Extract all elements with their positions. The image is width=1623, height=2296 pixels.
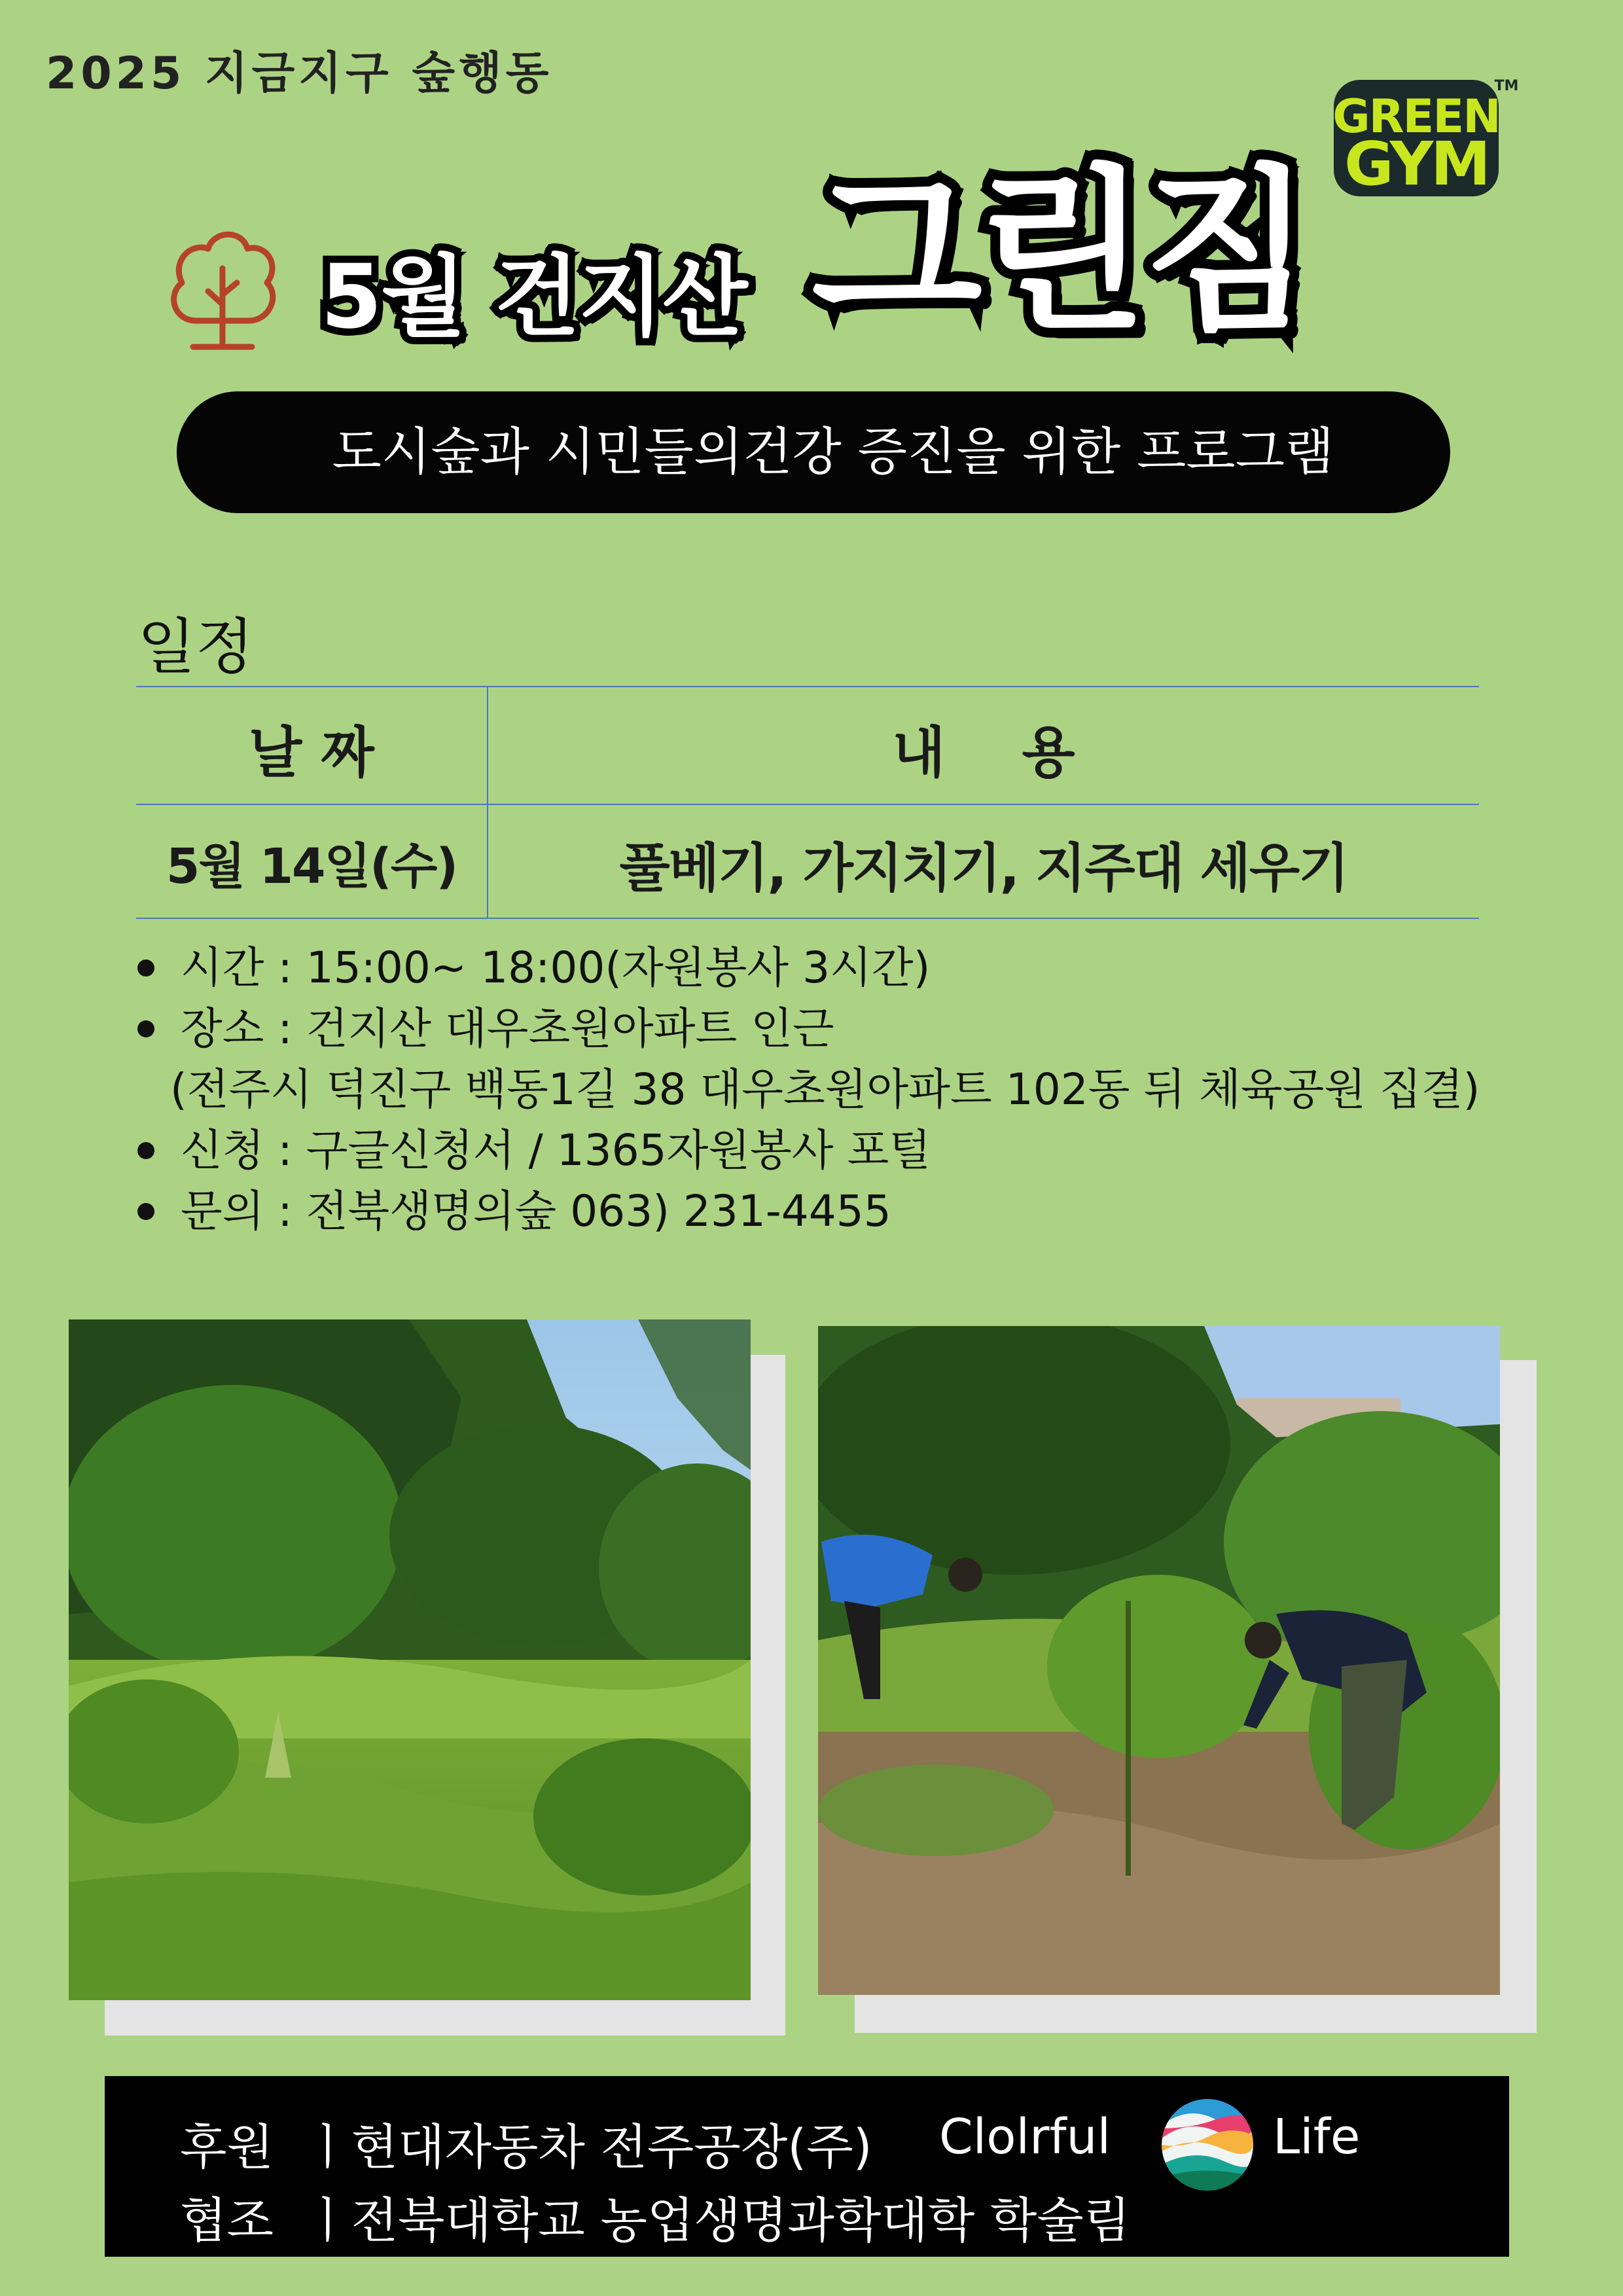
footer-panel	[105, 2076, 1509, 2257]
bullet-icon	[137, 960, 154, 977]
brand-right-text: Life	[1273, 2109, 1361, 2165]
tree-icon	[157, 223, 288, 353]
info-list	[131, 937, 1480, 1242]
info-contact-text: 문의 : 전북생명의숲 063) 231-4455	[181, 1186, 891, 1236]
sponsor-text: 후원 ㅣ현대자동차 전주공장(주)	[180, 2119, 872, 2176]
bullet-icon	[137, 1203, 154, 1220]
subtitle-text: 도시숲과 시민들의건강 증진을 위한 프로그램	[332, 423, 1334, 482]
title-prefix: 5월 건지산	[321, 245, 747, 348]
info-item-place	[131, 998, 1480, 1059]
info-apply-text: 신청 : 구글신청서 / 1365자원봉사 포털	[181, 1125, 931, 1175]
logo-line2: GYM	[1344, 129, 1488, 199]
page-title: 그린짐	[812, 149, 1308, 355]
event-tag: 2025 지금지구 숲행동	[46, 48, 553, 99]
table-top-line	[136, 686, 1479, 687]
bullet-icon	[137, 1142, 154, 1159]
table-header-content: 내 용	[892, 721, 1075, 785]
info-item-time	[131, 937, 1480, 998]
info-place-detail: (전주시 덕진구 백동1길 38 대우초원아파트 102동 뒤 체육공원 집결)	[170, 1064, 1480, 1115]
info-time-text: 시간 : 15:00~ 18:00(자원봉사 3시간)	[181, 942, 931, 993]
table-bottom-line	[136, 918, 1479, 919]
table-cell-content: 풀베기, 가지치기, 지주대 세우기	[619, 838, 1348, 899]
table-mid-line	[136, 804, 1479, 805]
info-place-text: 장소 : 건지산 대우초원아파트 인근	[181, 1003, 834, 1054]
logo-tm: TM	[1494, 78, 1519, 94]
schedule-heading: 일정	[137, 612, 254, 682]
cooperation-text: 협조 ㅣ전북대학교 농업생명과학대학 학술림	[180, 2193, 1131, 2249]
bullet-icon	[137, 1020, 154, 1037]
colorful-life-icon	[1162, 2099, 1253, 2191]
subtitle-banner	[177, 391, 1450, 513]
brand-left-text: Clolrful	[939, 2109, 1111, 2165]
logo-line1: GREEN	[1332, 90, 1500, 143]
info-item-apply	[131, 1120, 1480, 1181]
info-item-contact	[131, 1181, 1480, 1242]
table-cell-date: 5월 14일(수)	[166, 838, 457, 895]
photo-volunteers-working	[818, 1326, 1500, 1995]
table-header-date: 날 짜	[249, 721, 374, 785]
photo-forest-meadow	[69, 1319, 751, 2000]
greengym-logo	[1329, 72, 1525, 203]
